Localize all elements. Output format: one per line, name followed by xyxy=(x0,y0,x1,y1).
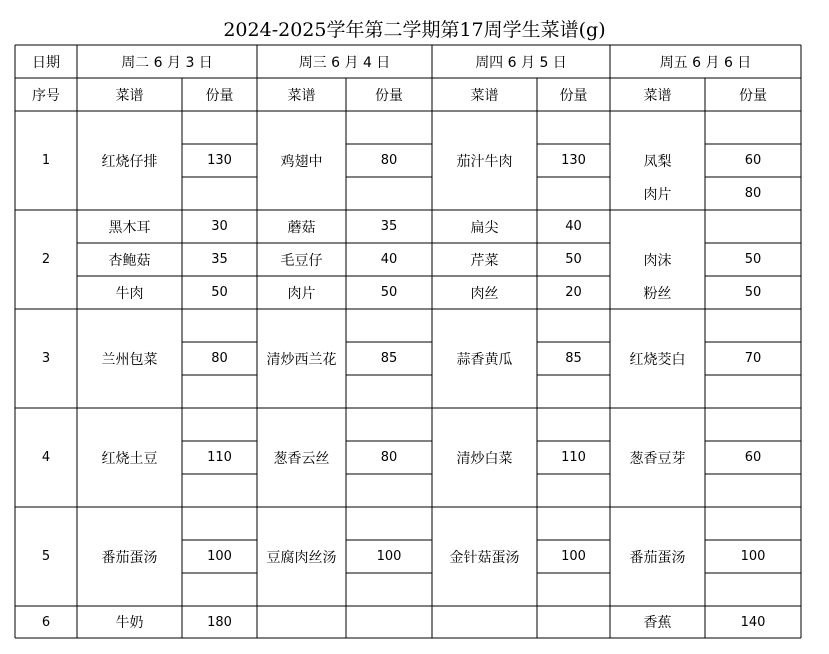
dish-name: 牛肉 xyxy=(115,285,144,302)
dish-name: 肉片 xyxy=(643,186,672,203)
dish-name: 茄汁牛肉 xyxy=(456,153,513,170)
dish-qty: 100 xyxy=(561,549,586,564)
dish-name: 红烧土豆 xyxy=(101,450,158,467)
dish-name: 葱香云丝 xyxy=(273,450,330,467)
dish-qty: 50 xyxy=(211,285,228,300)
dish-qty: 60 xyxy=(744,153,762,168)
dish-qty: 110 xyxy=(207,450,232,465)
dish-qty: 70 xyxy=(744,351,762,366)
row-number: 4 xyxy=(41,450,51,465)
dish-name: 肉沫 xyxy=(643,252,672,269)
dish-qty: 40 xyxy=(565,219,582,234)
dish-name: 凤梨 xyxy=(643,153,672,170)
row-number: 5 xyxy=(41,549,51,564)
dish-name: 豆腐肉丝汤 xyxy=(266,549,337,566)
dish-qty: 100 xyxy=(207,549,232,564)
dish-name: 蒜香黄瓜 xyxy=(456,351,513,368)
dish-qty: 80 xyxy=(211,351,228,366)
dish-qty: 80 xyxy=(744,186,762,201)
day-header: 周二 6 月 3 日 xyxy=(121,54,213,71)
dish-qty: 30 xyxy=(211,219,228,234)
dish-name: 清炒西兰花 xyxy=(266,351,337,368)
dish-qty: 50 xyxy=(744,285,762,300)
date-header: 日期 xyxy=(32,54,60,71)
dish-name: 红烧仔排 xyxy=(101,153,158,170)
dish-qty: 130 xyxy=(207,153,232,168)
qty-column-header: 份量 xyxy=(559,87,588,104)
dish-qty: 80 xyxy=(380,450,398,465)
row-number: 1 xyxy=(41,153,51,168)
row-number: 6 xyxy=(41,614,51,630)
qty-column-header: 份量 xyxy=(375,87,403,104)
dish-name: 蘑菇 xyxy=(287,219,316,236)
row-number: 2 xyxy=(41,252,51,267)
dish-name: 兰州包菜 xyxy=(101,351,158,368)
dish-qty: 80 xyxy=(380,153,398,168)
dish-column-header: 菜谱 xyxy=(287,87,316,104)
dish-qty: 180 xyxy=(207,614,232,630)
dish-qty: 130 xyxy=(561,153,586,168)
dish-qty: 85 xyxy=(380,351,398,366)
row-number: 3 xyxy=(41,351,51,366)
dish-name: 肉丝 xyxy=(470,285,499,302)
day-header: 周五 6 月 6 日 xyxy=(659,54,752,71)
dish-qty: 100 xyxy=(740,549,766,564)
dish-name: 芹菜 xyxy=(470,252,499,269)
dish-qty: 110 xyxy=(561,450,586,465)
dish-name: 黑木耳 xyxy=(108,219,151,236)
dish-qty: 40 xyxy=(380,252,398,267)
dish-qty: 50 xyxy=(565,252,582,267)
dish-qty: 35 xyxy=(211,252,228,267)
qty-column-header: 份量 xyxy=(739,87,767,104)
dish-column-header: 菜谱 xyxy=(115,87,144,104)
dish-name: 毛豆仔 xyxy=(280,252,323,269)
dish-name: 金针菇蛋汤 xyxy=(449,549,520,566)
seq-header: 序号 xyxy=(32,87,60,104)
day-header: 周三 6 月 4 日 xyxy=(298,54,391,71)
page-title: 2024-2025学年第二学期第17周学生菜谱(g) xyxy=(223,19,606,41)
dish-column-header: 菜谱 xyxy=(470,87,499,104)
dish-name: 粉丝 xyxy=(643,285,672,302)
qty-column-header: 份量 xyxy=(205,87,234,104)
dish-qty: 140 xyxy=(740,614,766,630)
dish-qty: 60 xyxy=(744,450,762,465)
dish-name: 扁尖 xyxy=(470,219,499,236)
dish-qty: 100 xyxy=(376,549,402,564)
dish-qty: 20 xyxy=(565,285,582,300)
dish-qty: 35 xyxy=(380,219,398,234)
dish-qty: 50 xyxy=(380,285,398,300)
dish-name: 鸡翅中 xyxy=(280,153,323,170)
dish-qty: 85 xyxy=(565,351,582,366)
dish-name: 红烧茭白 xyxy=(629,351,686,368)
dish-name: 牛奶 xyxy=(115,615,144,631)
dish-name: 香蕉 xyxy=(643,615,672,631)
dish-name: 杏鲍菇 xyxy=(108,252,151,269)
dish-name: 番茄蛋汤 xyxy=(101,549,158,566)
dish-name: 番茄蛋汤 xyxy=(629,549,686,566)
dish-name: 清炒白菜 xyxy=(456,450,513,467)
dish-column-header: 菜谱 xyxy=(643,87,672,104)
day-header: 周四 6 月 5 日 xyxy=(475,54,567,71)
dish-qty: 50 xyxy=(744,252,762,267)
dish-name: 肉片 xyxy=(287,285,316,302)
dish-name: 葱香豆芽 xyxy=(629,450,686,467)
